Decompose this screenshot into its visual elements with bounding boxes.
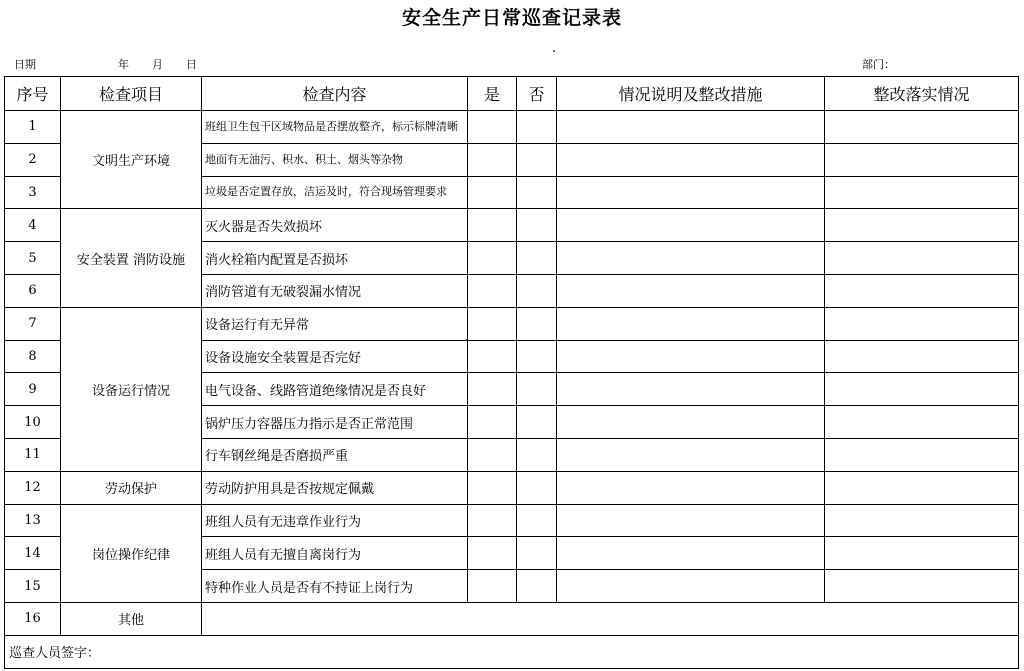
yes-cell[interactable] — [468, 242, 517, 275]
category-cell: 其他 — [61, 602, 202, 635]
content-cell: 行车钢丝绳是否磨损严重 — [202, 438, 468, 471]
impl-cell[interactable] — [825, 504, 1019, 537]
no-cell[interactable] — [517, 209, 557, 242]
no-cell[interactable] — [517, 274, 557, 307]
content-cell: 灭火器是否失效损坏 — [202, 209, 468, 242]
desc-cell[interactable] — [557, 340, 825, 373]
signature-row — [5, 635, 1019, 668]
yes-cell[interactable] — [468, 209, 517, 242]
yes-cell[interactable] — [468, 373, 517, 406]
content-cell: 电气设备、线路管道绝缘情况是否良好 — [202, 373, 468, 406]
impl-cell[interactable] — [825, 570, 1019, 603]
row-number: 10 — [5, 406, 61, 439]
header-impl: 整改落实情况 — [825, 77, 1019, 111]
category-cell: 设备运行情况 — [61, 307, 202, 471]
impl-cell[interactable] — [825, 340, 1019, 373]
impl-cell[interactable] — [825, 438, 1019, 471]
yes-cell[interactable] — [468, 537, 517, 570]
impl-cell[interactable] — [825, 242, 1019, 275]
row-number: 9 — [5, 373, 61, 406]
no-cell[interactable] — [517, 537, 557, 570]
yes-cell[interactable] — [468, 143, 517, 176]
no-cell[interactable] — [517, 340, 557, 373]
content-cell: 设备运行有无异常 — [202, 307, 468, 340]
no-cell[interactable] — [517, 176, 557, 209]
desc-cell[interactable] — [557, 111, 825, 144]
yes-cell[interactable] — [468, 274, 517, 307]
header-row — [5, 77, 1019, 111]
desc-cell[interactable] — [557, 537, 825, 570]
yes-cell[interactable] — [468, 504, 517, 537]
yes-cell[interactable] — [468, 406, 517, 439]
inspection-table — [4, 76, 1019, 669]
content-cell: 消火栓箱内配置是否损坏 — [202, 242, 468, 275]
desc-cell[interactable] — [557, 242, 825, 275]
row-number: 6 — [5, 274, 61, 307]
content-cell: 班组卫生包干区域物品是否摆放整齐，标示标牌清晰 — [202, 111, 468, 144]
month-label: 月 — [152, 58, 163, 71]
no-cell[interactable] — [517, 438, 557, 471]
desc-cell[interactable] — [557, 307, 825, 340]
impl-cell[interactable] — [825, 373, 1019, 406]
content-cell: 地面有无油污、积水、积土、烟头等杂物 — [202, 143, 468, 176]
category-cell: 岗位操作纪律 — [61, 504, 202, 602]
impl-cell[interactable] — [825, 537, 1019, 570]
row-number: 14 — [5, 537, 61, 570]
desc-cell[interactable] — [557, 373, 825, 406]
row-number: 12 — [5, 471, 61, 504]
row-number: 15 — [5, 570, 61, 603]
content-cell: 锅炉压力容器压力指示是否正常范围 — [202, 406, 468, 439]
row-number: 8 — [5, 340, 61, 373]
department-label: 部门： — [862, 58, 895, 71]
header-no-col: 否 — [517, 77, 557, 111]
row-number: 13 — [5, 504, 61, 537]
desc-cell[interactable] — [557, 143, 825, 176]
no-cell[interactable] — [517, 471, 557, 504]
row-number: 4 — [5, 209, 61, 242]
category-cell: 安全装置 消防设施 — [61, 209, 202, 307]
header-content: 检查内容 — [202, 77, 468, 111]
form-title: 安全生产日常巡查记录表 — [401, 7, 622, 29]
yes-cell[interactable] — [468, 570, 517, 603]
impl-cell[interactable] — [825, 176, 1019, 209]
table-row — [5, 602, 1019, 635]
yes-cell[interactable] — [468, 307, 517, 340]
desc-cell[interactable] — [557, 209, 825, 242]
impl-cell[interactable] — [825, 274, 1019, 307]
yes-cell[interactable] — [468, 471, 517, 504]
row-number: 11 — [5, 438, 61, 471]
header-desc: 情况说明及整改措施 — [557, 77, 825, 111]
content-cell: 设备设施安全装置是否完好 — [202, 340, 468, 373]
yes-cell[interactable] — [468, 438, 517, 471]
table-row — [5, 471, 1019, 504]
desc-cell[interactable] — [557, 570, 825, 603]
content-cell: 特种作业人员是否有不持证上岗行为 — [202, 570, 468, 603]
no-cell[interactable] — [517, 307, 557, 340]
row-number: 1 — [5, 111, 61, 144]
inspector-signature-field[interactable]: 巡查人员签字： — [5, 635, 1019, 668]
yes-cell[interactable] — [468, 176, 517, 209]
row-number: 5 — [5, 242, 61, 275]
row-number: 7 — [5, 307, 61, 340]
header-item: 检查项目 — [61, 77, 202, 111]
no-cell[interactable] — [517, 242, 557, 275]
desc-cell[interactable] — [557, 274, 825, 307]
date-label: 日期 — [14, 58, 36, 71]
impl-cell[interactable] — [825, 471, 1019, 504]
day-label: 日 — [186, 58, 197, 71]
header-yes: 是 — [468, 77, 517, 111]
no-cell[interactable] — [517, 570, 557, 603]
content-cell: 劳动防护用具是否按规定佩戴 — [202, 471, 468, 504]
row-number: 3 — [5, 176, 61, 209]
header-no: 序号 — [5, 77, 61, 111]
other-notes-cell[interactable] — [202, 602, 1019, 635]
impl-cell[interactable] — [825, 111, 1019, 144]
no-cell[interactable] — [517, 143, 557, 176]
impl-cell[interactable] — [825, 209, 1019, 242]
yes-cell[interactable] — [468, 340, 517, 373]
impl-cell[interactable] — [825, 143, 1019, 176]
table-row — [5, 307, 1019, 340]
impl-cell[interactable] — [825, 307, 1019, 340]
no-cell[interactable] — [517, 373, 557, 406]
content-cell: 垃圾是否定置存放，洁运及时，符合现场管理要求 — [202, 176, 468, 209]
desc-cell[interactable] — [557, 504, 825, 537]
desc-cell[interactable] — [557, 406, 825, 439]
no-cell[interactable] — [517, 111, 557, 144]
row-number: 2 — [5, 143, 61, 176]
cell-marker — [553, 50, 555, 52]
no-cell[interactable] — [517, 504, 557, 537]
row-number: 16 — [5, 602, 61, 635]
table-row — [5, 209, 1019, 242]
table-row — [5, 111, 1019, 144]
yes-cell[interactable] — [468, 111, 517, 144]
content-cell: 班组人员有无违章作业行为 — [202, 504, 468, 537]
impl-cell[interactable] — [825, 406, 1019, 439]
content-cell: 消防管道有无破裂漏水情况 — [202, 274, 468, 307]
desc-cell[interactable] — [557, 176, 825, 209]
desc-cell[interactable] — [557, 438, 825, 471]
desc-cell[interactable] — [557, 471, 825, 504]
no-cell[interactable] — [517, 406, 557, 439]
category-cell: 劳动保护 — [61, 471, 202, 504]
year-label: 年 — [118, 58, 129, 71]
content-cell: 班组人员有无擅自离岗行为 — [202, 537, 468, 570]
table-row — [5, 504, 1019, 537]
category-cell: 文明生产环境 — [61, 111, 202, 209]
